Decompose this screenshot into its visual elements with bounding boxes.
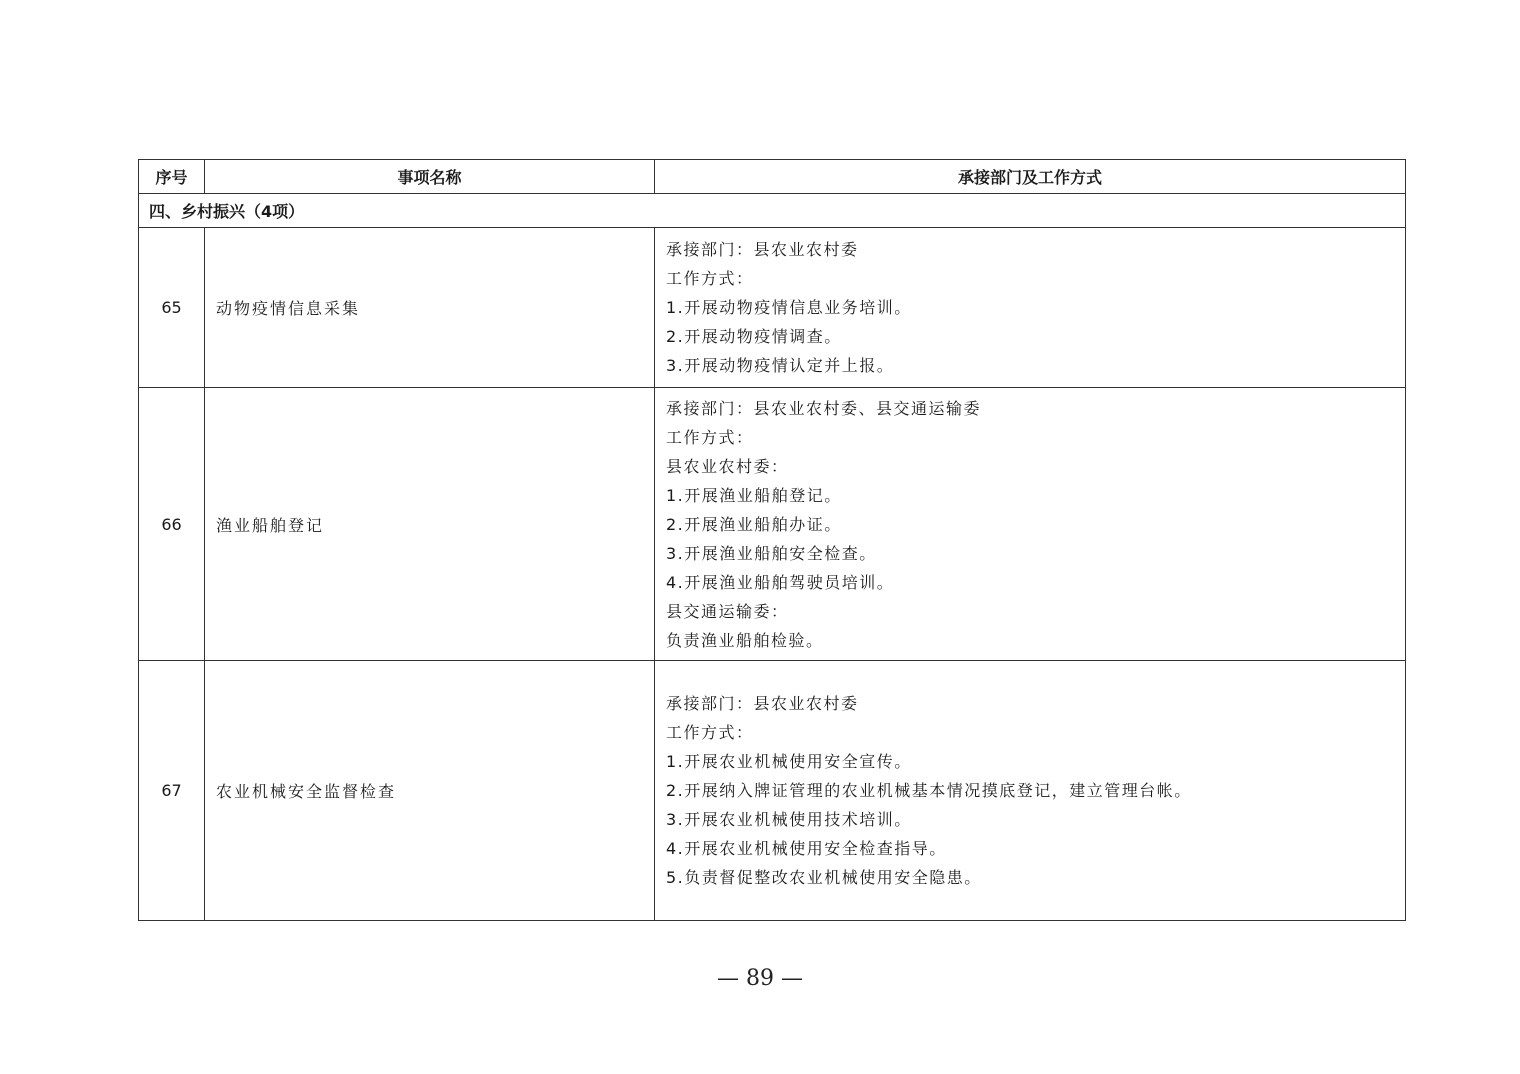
table-row <box>139 228 1406 388</box>
row-detail <box>655 661 1406 921</box>
section-title: 四、乡村振兴（4项） <box>139 194 1406 228</box>
detail-line: 县交通运输委： <box>666 601 789 621</box>
detail-line: 承接部门：县农业农村委 <box>666 240 859 259</box>
section-row <box>139 194 1406 228</box>
row-name: 动物疫情信息采集 <box>205 228 655 388</box>
detail-line: 2.开展渔业船舶办证。 <box>666 514 842 534</box>
row-detail <box>655 388 1406 661</box>
header-dept: 承接部门及工作方式 <box>655 160 1406 194</box>
detail-line: 工作方式： <box>666 269 754 288</box>
detail-line: 2.开展动物疫情调查。 <box>666 327 842 346</box>
page-number: — 89 — <box>717 966 803 991</box>
detail-line: 3.开展动物疫情认定并上报。 <box>666 356 895 375</box>
row-detail <box>655 228 1406 388</box>
detail-line: 1.开展渔业船舶登记。 <box>666 485 842 505</box>
detail-line: 县农业农村委： <box>666 456 789 476</box>
row-name: 农业机械安全监督检查 <box>205 661 655 921</box>
matters-table <box>138 159 1406 921</box>
detail-line: 4.开展渔业船舶驾驶员培训。 <box>666 572 895 592</box>
header-name: 事项名称 <box>205 160 655 194</box>
detail-line: 3.开展渔业船舶安全检查。 <box>666 543 877 563</box>
detail-line: 3.开展农业机械使用技术培训。 <box>666 810 912 829</box>
detail-line: 1.开展农业机械使用安全宣传。 <box>666 752 912 771</box>
header-seq: 序号 <box>139 160 205 194</box>
detail-line: 工作方式： <box>666 723 754 742</box>
row-seq: 67 <box>139 661 205 921</box>
detail-line: 承接部门：县农业农村委、县交通运输委 <box>666 398 982 418</box>
table-row <box>139 661 1406 921</box>
row-seq: 65 <box>139 228 205 388</box>
row-seq: 66 <box>139 388 205 661</box>
table-header-row <box>139 160 1406 194</box>
detail-line: 承接部门：县农业农村委 <box>666 694 859 713</box>
detail-line: 负责渔业船舶检验。 <box>666 630 824 650</box>
detail-line: 2.开展纳入牌证管理的农业机械基本情况摸底登记，建立管理台帐。 <box>666 781 1192 800</box>
detail-line: 1.开展动物疫情信息业务培训。 <box>666 298 912 317</box>
table-row <box>139 388 1406 661</box>
row-name: 渔业船舶登记 <box>205 388 655 661</box>
detail-line: 4.开展农业机械使用安全检查指导。 <box>666 839 947 858</box>
detail-line: 5.负责督促整改农业机械使用安全隐患。 <box>666 868 982 887</box>
detail-line: 工作方式： <box>666 427 754 447</box>
